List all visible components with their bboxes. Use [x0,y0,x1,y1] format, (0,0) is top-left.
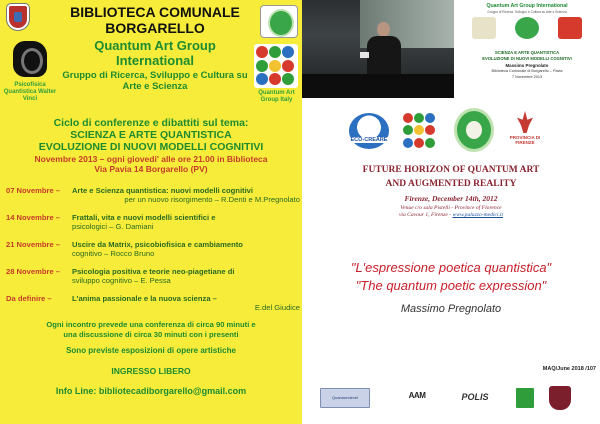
schedule-date: 21 Novembre – [6,240,61,249]
website-link[interactable]: www.palazzo-medici.it [452,212,504,218]
schedule-topic: Psicologia positiva e teorie neo-piagetiane di [72,267,235,276]
florence-label: PROVINCIA DI FIRENZE [509,135,541,145]
psychophysics-logo-label: Psicofisica Quantistica Walter Vinci [3,82,57,102]
schedule-author: cognitivo – Rocco Bruno [72,249,155,258]
schedule-topic: Uscire da Matrix, psicobiofisica e cambiamento [72,240,243,249]
lectern-table [302,74,454,98]
info-line: Info Line: bibliotecadiborgarello@gmail.com [55,386,247,396]
document-date: Firenze, December 14th, 2012 [404,194,498,203]
schedule-date: 14 Novembre – [6,213,61,222]
schedule-row [6,267,300,294]
schedule-row [6,294,300,321]
program-place: Biblioteca Comunale di Borgarello – Pavia [491,69,563,73]
schedule-date: 28 Novembre – [6,267,61,276]
schedule-row [6,240,300,267]
quantum-art-logo-icon [254,44,298,88]
psychophysics-logo-icon [13,41,47,77]
program-logo-right-icon [558,17,582,39]
program-logo-center-icon [515,17,539,39]
sponsor-logo-green-icon [516,388,534,408]
schedule-where: Via Pavia 14 Borgarello (PV) [94,164,208,174]
schedule-list [6,186,300,321]
schedule-topic: Frattali, vita e nuovi modelli scientifici e [72,213,216,222]
document-reference: MAQ/June 2018 /107 [542,366,596,372]
schedule-topic: Arte e Scienza quantistica: nuovi modelli cognitivi [72,186,254,195]
cycle-subject-line-1: SCIENZA E ARTE QUANTISTICA [70,129,232,141]
paper-sheet [360,52,369,58]
schedule-row [6,213,300,240]
sponsor-name: AAM [408,391,426,400]
quote-english: "The quantum poetic expression" [355,278,547,293]
cycle-heading: Ciclo di conferenze e dibattiti sul tema: [53,117,249,129]
eco-creare-logo-icon [349,113,389,149]
eco-creare-label: ECO-CREARE [350,137,388,143]
program-title: Quantum Art Group International [486,3,568,9]
schedule-when: Novembre 2013 – ogni giovedi' alle ore 21.00 in Biblioteca [34,154,268,164]
program-card [454,0,600,98]
sponsor-name: POLIS [461,392,489,402]
speaker-photo [302,0,454,98]
exhibit-note: Sono previste esposizioni di opere artistiche [66,346,236,355]
document-address [302,212,600,219]
program-subtitle-2: EVOLUZIONE DI NUOVI MODELLI COGNITIVI [482,56,572,61]
document-venue: Venue c/o sala Pistelli - Province of Florence [400,205,502,211]
free-entry-note: INGRESSO LIBERO [111,366,191,376]
florence-lily-icon [510,111,540,143]
program-speaker: Massimo Pregnolato [505,63,549,68]
cycle-subject-line-2: EVOLUZIONE DI NUOVI MODELLI COGNITIVI [38,141,264,153]
group-seal-icon [260,5,298,38]
sponsor-logo-polis [454,388,496,408]
schedule-date: Da definire – [6,294,52,303]
sponsor-logo-quantumdevel [320,388,370,408]
quantum-art-logo-label: Quantum Art Group Italy [258,90,295,103]
cycle-subject [0,129,302,153]
municipal-crest-icon [7,4,29,30]
library-title: BIBLIOTECA COMUNALE BORGARELLO [70,4,240,36]
sponsor-logo-aam [396,388,438,408]
schedule-topic: L'anima passionale e la nuova scienza – [72,294,217,303]
quantum-art-logo-icon [402,112,438,150]
document-heading-1: FUTURE HORIZON OF QUANTUM ART [362,165,540,175]
schedule-row [6,186,300,213]
format-note-line-2: una discussione di circa 30 minuti con i presenti [63,330,239,339]
format-note-line-1: Ogni incontro prevede una conferenza di circa 90 minuti e [46,320,256,329]
schedule-author: psicologici – G. Damiani [72,222,154,231]
organization-description: Gruppo di Ricerca, Sviluppo e Cultura su Arte e Scienza [62,70,248,92]
speaker-figure [367,22,401,72]
sponsor-name: Quantumdevel [331,395,358,400]
schedule-author: E.del Giudice [254,303,300,312]
lecture-document [302,98,600,424]
schedule-author: per un nuovo risorgimento – R.Denti e M.Pregnolato [124,195,300,204]
program-date: 7 Novembre 2013 [511,75,543,79]
sponsor-crest-icon [549,386,571,410]
schedule-date: 07 Novembre – [6,186,61,195]
document-author: Massimo Pregnolato [400,303,502,315]
group-seal-icon [454,108,494,152]
program-subtitle-1: SCIENZA E ARTE QUANTISTICA [494,50,560,55]
quote-italian: "L'espressione poetica quantistica" [350,260,552,275]
document-heading-2: AND AUGMENTED REALITY [385,179,517,189]
address-text: via Cavour 1, Firenze - [398,212,453,218]
program-logo-left-icon [472,17,496,39]
program-tagline: Gruppo di Ricerca, Sviluppo e Cultura su Arte e Scienza [487,10,567,14]
organization-name: Quantum Art Group International [94,38,216,68]
schedule-author: sviluppo cognitivo – E. Pessa [72,276,171,285]
